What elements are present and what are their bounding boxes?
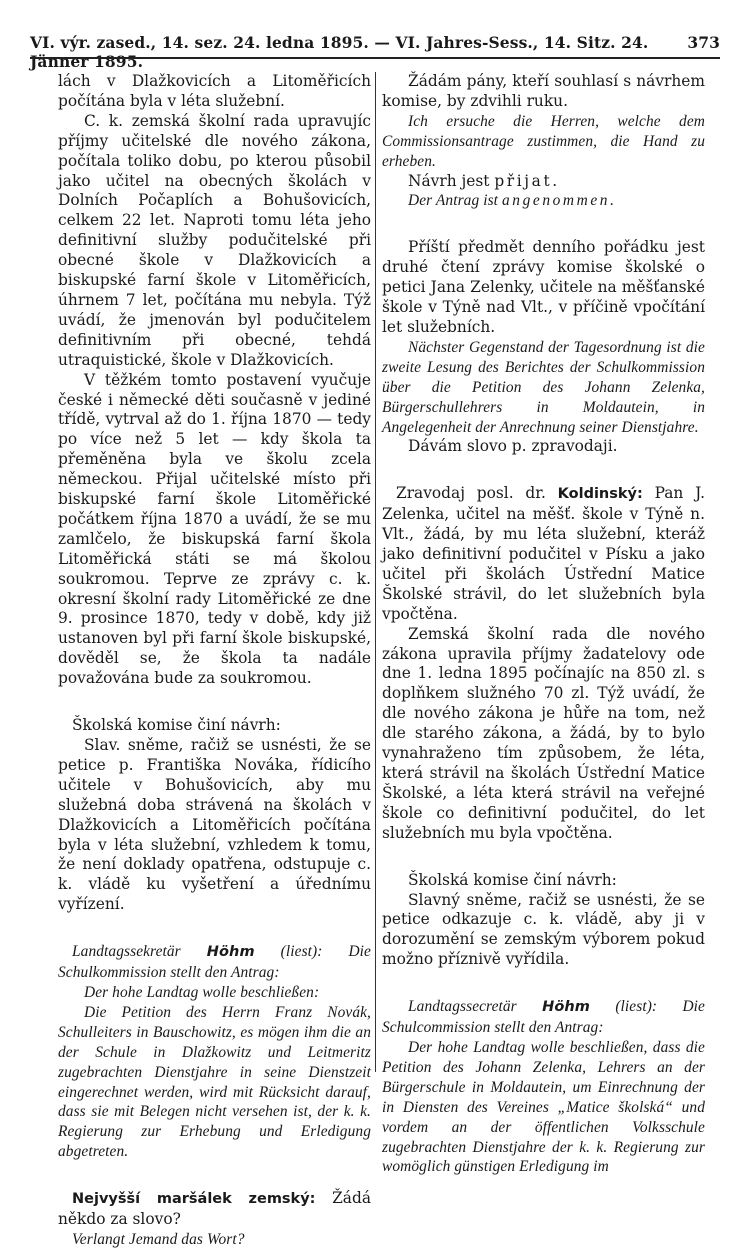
left-column xyxy=(58,72,371,1250)
speaker-paragraph xyxy=(382,484,705,624)
paragraph: Verlangt Jemand das Wort? xyxy=(72,1230,245,1248)
speaker-role: Landtagssekretär xyxy=(72,943,207,961)
paragraph: Der hohe Landtag wolle beschließen: xyxy=(84,983,320,1001)
motion-text: Slavný sněme, račiž se usnésti, že se petice odkazuje c. k. vládě, aby ji v dorozumění se zemským výborem pokud možno příznivě vyřídila. xyxy=(382,890,705,969)
paragraph: V těžkém tomto postavení vyučuje české i německé děti současně v jediné třídě, vytrval až do 1. října 1870 — tedy po více než 5 let — kdy škola ta přeměněna byla ve školu zcela německou. Přijal učitelské místo při biskupské farní škole Litoměřické počátkem října 1870 a uvádí, že se mu zamlčelo, že biskupská farní škola Litoměřická státi se má školou soukromou. Teprve ze zprávy c. k. okresní školní rady Litoměřické ze dne 9. prosince 1870, tedy v době, kdy již ustanoven byl při farní škole biskupské, dověděl se, že škola ta nadále považována bude za soukromou. xyxy=(58,370,371,688)
speaker-text: (liest): Die Schulkommission stellt den Antrag: xyxy=(58,943,371,982)
paragraph: Zemská školní rada dle nového zákona upravila příjmy žadatelovy ode dne 1. ledna 1895 počínajíc na 850 zl. s doplňkem služného 70 zl. Týž uvádí, že dle nového zákona je hůře na tom, než dle starého zákona, a žádá, by to bylo vynahraženo tím způsobem, že léta, která strávil na školách Ústřední Matice Školské, a léta která strávil na veřejné škole co definitivní podučitel, do let služebních mu byla vpočtěna. xyxy=(382,624,705,842)
motion-heading: Školská komise činí návrh: xyxy=(72,716,281,735)
speaker-name: Koldinský: xyxy=(557,486,643,503)
speaker-text: (liest): Die Schulcommission stellt den Antrag: xyxy=(382,998,705,1037)
running-header xyxy=(30,33,720,71)
speaker-name: Höhm xyxy=(542,999,591,1016)
speaker-paragraph xyxy=(382,997,705,1038)
text: Návrh jest xyxy=(408,171,495,190)
speaker-text: Žádá někdo za slovo? xyxy=(58,1189,371,1229)
speaker-paragraph xyxy=(58,1189,371,1230)
speaker-role: Zravodaj posl. dr. xyxy=(396,484,558,503)
page-number: 373 xyxy=(687,33,720,52)
header-title: VI. výr. zased., 14. sez. 24. ledna 1895. — VI. Jahres-Sess., 14. Sitz. 24. Jänner 1895. xyxy=(30,33,649,71)
paragraph: C. k. zemská školní rada upravujíc příjmy učitelské dle nového zákona, počítala toliko dobu, po kterou působil jako učitel na obecných školách v Dolních Počaplích a Bohušovicích, celkem 22 let. Naproti tomu léta jeho definitivní služby podučitelské při obecné škole v Dlažkovicích a biskupské farní škole v Litoměřicích, úhrnem 7 let, počítána mu nebyla. Týž uvádí, že jmenován byl podučitelem definitivním při obecné, tehdá utraquistické, škole v Dlažkovicích. xyxy=(58,111,371,369)
paragraph: Ich ersuche die Herren, welche dem Commissionsantrage zustimmen, die Hand zu erheben. xyxy=(382,112,705,170)
speaker-name: Nejvyšší maršálek zemský: xyxy=(72,1191,316,1208)
spaced-text: přijat. xyxy=(494,171,560,190)
paragraph: Die Petition des Herrn Franz Novák, Schulleiters in Bauschowitz, es mögen ihm die an der Schule in Dlažkowitz und Leitmeritz zugebrachten Dienstjahre in seine Dienstzeit eingerechnet werden, wird mit Rücksicht darauf, dass sie mit Belegen nicht versehen ist, der k. k. Regierung zur Erhebung und Erledigung abgetreten. xyxy=(58,1003,371,1161)
paragraph: Der hohe Landtag wolle beschließen, dass die Petition des Johann Zelenka, Lehrers an der Bürgerschule in Moldautein, um Einrechnung der in Diensten des Vereines „Matice školská“ und vordem an der öffentlichen Volksschule zugebrachten Dienstjahre der k. k. Regierung zur womöglich günstigen Erledigung im xyxy=(382,1038,705,1176)
motion-text: Slav. sněme, račiž se usnésti, že se petice p. Františka Nováka, řídicího učitele v Bohušovicích, aby mu služebná doba strávená na školách v Dlažkovicích a Litoměřicích počítána byla v léta služební, vzhledem k tomu, že není doklady opatřena, odstupuje c. k. vládě ku vyšetření a úřednímu vyřízení. xyxy=(58,736,371,914)
paragraph: Nächster Gegenstand der Tagesordnung ist die zweite Lesung des Berichtes der Schulkommission über die Petition des Johann Zelenka, Bürgerschullehrers in Moldautein, in Angelegenheit der Anrechnung seiner Dienstjahre. xyxy=(382,338,705,436)
paragraph xyxy=(382,172,705,192)
text: Der Antrag ist xyxy=(408,192,502,210)
header-rule xyxy=(30,57,720,59)
speaker-name: Höhm xyxy=(206,944,255,961)
paragraph xyxy=(382,191,705,211)
paragraph: Příští předmět denního pořádku jest druhé čtení zprávy komise školské o petici Jana Zelenky, učitele na měšťanské škole v Týně nad Vlt., v příčině vpočítání let služebních. xyxy=(382,238,705,336)
paragraph: Dávám slovo p. zpravodaji. xyxy=(408,437,618,456)
speaker-paragraph xyxy=(58,942,371,983)
paragraph: Žádám pány, kteří souhlasí s návrhem komise, by zdvihli ruku. xyxy=(382,72,705,110)
motion-heading: Školská komise činí návrh: xyxy=(408,870,617,889)
right-column xyxy=(382,72,705,1177)
spaced-text: angenommen. xyxy=(502,192,617,210)
speaker-role: Landtagssecretär xyxy=(408,998,543,1016)
speaker-text: Pan J. Zelenka, učitel na měšť. škole v Týně n. Vlt., žádá, by mu léta služební, kteráž jako definitivní podučitel v Písku a jako učitel při školách Ústřední Matice Školské strávil, do let služebních byla vpočtěna. xyxy=(382,484,706,623)
paragraph: lách v Dlažkovicích a Litoměřicích počítána byla v léta služební. xyxy=(58,72,371,110)
column-divider xyxy=(375,72,376,1072)
